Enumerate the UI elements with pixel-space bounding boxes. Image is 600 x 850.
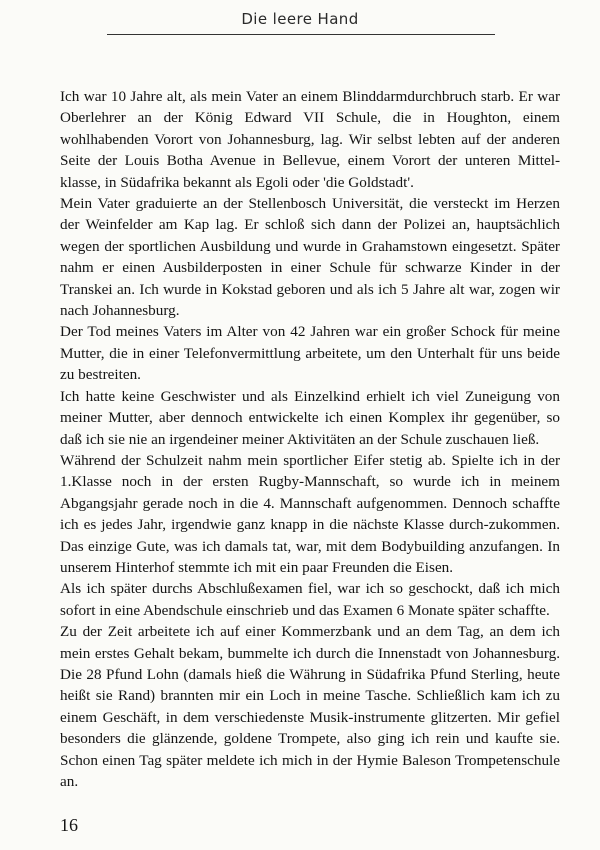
paragraph-4: Ich hatte keine Geschwister und als Einzelkind erhielt ich viel Zuneigung von meiner Mutter, aber dennoch entwickelte ich einen Komplex ihr gegenüber, so daß ich sie nie an irgendeiner meiner Aktivitäten an der Schule zuschauen ließ. xyxy=(60,387,560,448)
paragraph-5: Während der Schulzeit nahm mein sportlicher Eifer stetig ab. Spielte ich in der 1.Klasse noch in der ersten Rugby-Mannschaft, so wurde ich in meinem Abgangsjahr gerade noch in die 4. Mannschaft aufgenommen. Dennoch schaffte ich es jedes Jahr, irgendwie ganz knapp in die nächste Klasse durch-zukommen. Das einzige Gute, was ich damals tat, war, mit dem Bodybuilding anzufangen. In unserem Hinterhof stemmte ich mit ein paar Freunden die Eisen. xyxy=(60,451,560,576)
running-header-title: Die leere Hand xyxy=(241,10,359,28)
header-rule xyxy=(107,34,495,35)
page-number: 16 xyxy=(60,815,78,835)
paragraph-7: Zu der Zeit arbeitete ich auf einer Kommerzbank und an dem Tag, an dem ich mein erstes Gehalt bekam, bummelte ich durch die Innenstadt von Johannesburg. Die 28 Pfund Lohn (damals hieß die Währung in Südafrika Pfund Sterling, heute heißt sie Rand) brannten mir ein Loch in meine Tasche. Schließlich kam ich zu einem Geschäft, in dem verschiedenste Musik-instrumente glitzerten. Mir gefiel besonders die glänzende, goldene Trompete, also ging ich rein und kaufte sie. Schon einen Tag später meldete ich mich in der Hymie Baleson Trompetenschule an. xyxy=(60,623,560,790)
paragraph-2: Mein Vater graduierte an der Stellenbosch Universität, die versteckt im Herzen der Weinfelder am Kap lag. Er schloß sich dann der Polizei an, hauptsächlich wegen der sportlichen Ausbildung und wurde in Grahamstown eingesetzt. Später nahm er einen Ausbilderposten in einer Schule für schwarze Kinder in der Transkei an. Ich wurde in Kokstad geboren und als ich 5 Jahre alt war, zogen wir nach Johannesburg. xyxy=(60,195,560,320)
body-text xyxy=(60,86,560,792)
paragraph-3: Der Tod meines Vaters im Alter von 42 Jahren war ein großer Schock für meine Mutter, die in einer Telefonvermittlung arbeitete, um den Unterhalt für uns beide zu bestreiten. xyxy=(60,323,560,384)
paragraph-1: Ich war 10 Jahre alt, als mein Vater an einem Blinddarmdurchbruch starb. Er war Oberlehrer an der König Edward VII Schule, die in Houghton, einem wohlhabenden Vorort von Johannesburg, lag. Wir selbst lebten auf der anderen Seite der Louis Botha Avenue in Bellevue, einem Vorort der unteren Mittel-klasse, in Südafrika bekannt als Egoli oder 'die Goldstadt'. xyxy=(60,88,560,191)
paragraph-6: Als ich später durchs Abschlußexamen fiel, war ich so geschockt, daß ich mich sofort in eine Abendschule einschrieb und das Examen 6 Monate später schaffte. xyxy=(60,580,560,619)
